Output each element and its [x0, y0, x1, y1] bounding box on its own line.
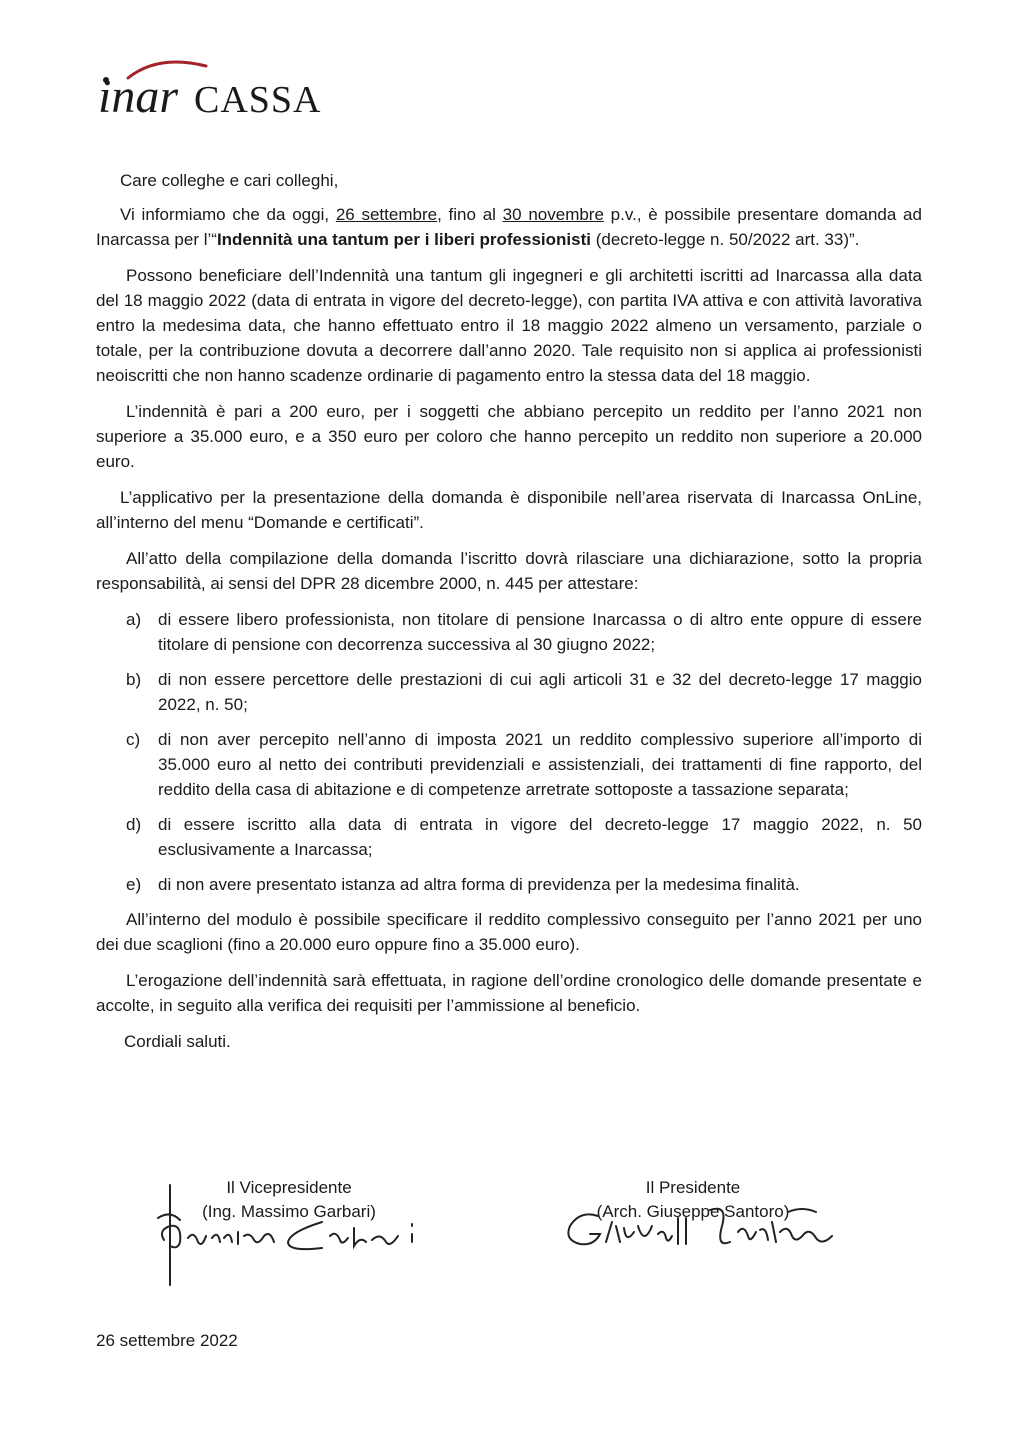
list-marker: a) [126, 610, 142, 629]
list-item [96, 727, 922, 802]
list-item [96, 872, 922, 897]
svg-text:inar: inar [98, 70, 179, 120]
vicepresident-name: (Ing. Massimo Garbari) [202, 1202, 376, 1221]
letter-body [96, 168, 922, 1054]
list-marker: e) [126, 875, 142, 894]
closing: Cordiali saluti. [124, 1032, 231, 1051]
svg-text:CASSA: CASSA [194, 79, 322, 120]
greeting: Care colleghe e cari colleghi, [120, 171, 339, 190]
list-marker: b) [126, 670, 142, 689]
start-date: 26 settembre [335, 205, 438, 224]
intro-text-3: p.v., è possibile presentare domanda ad Inarcassa per l’“ [96, 205, 922, 249]
benefit-title: Indennità una tantum per i liberi professionisti [216, 230, 591, 249]
eligibility-paragraph: Possono beneficiare dell’Indennità una tantum gli ingegneri e gli architetti iscritti ad Inarcassa alla data del 18 maggio 2022 (data di entrata in vigore del decreto-legge), con partita IVA attiva e con attività lavorativa entro la medesima data, che hanno effettuato entro il 18 maggio 2022 almeno un versamento, parziale o totale, per la contribuzione dovuta a decorrere dall’anno 2020. Tale requisito non si applica ai professionisti neoiscritti che non hanno scadenze ordinarie di pagamento entro la stessa data del 18 maggio. [96, 266, 922, 385]
letter-date: 26 settembre 2022 [96, 1331, 238, 1350]
intro-text-4: (decreto-legge n. 50/2022 art. 33)”. [590, 230, 860, 249]
intro-text-1: Vi informiamo che da oggi, [120, 205, 336, 224]
list-text: di essere iscritto alla data di entrata in vigore del decreto-legge 17 maggio 2022, n. 50 esclusivamente a Inarcassa; [158, 815, 922, 859]
list-item [96, 812, 922, 862]
application-paragraph: L’applicativo per la presentazione della domanda è disponibile nell’area riservata di Inarcassa OnLine, all’interno del menu “Domande e certificati”. [96, 488, 922, 532]
inarcassa-logo [98, 56, 338, 120]
intro-text-2: , fino al [437, 205, 503, 224]
list-text: di non aver percepito nell’anno di imposta 2021 un reddito complessivo superiore all’importo di 35.000 euro al netto dei contributi previdenziali e assistenziali, dei trattamenti di fine rapporto, del reddito della casa di abitazione e di competenze arretrate sottoposte a tassazione separata; [158, 730, 922, 799]
president-role: Il Presidente [645, 1178, 741, 1197]
list-item [96, 607, 922, 657]
vicepresident-block [176, 1176, 402, 1224]
list-text: di essere libero professionista, non titolare di pensione Inarcassa o di altro ente oppure di essere titolare di pensione con decorrenza successiva al 30 giugno 2022; [158, 610, 922, 654]
list-text: di non avere presentato istanza ad altra forma di previdenza per la medesima finalità. [158, 875, 800, 894]
end-date: 30 novembre [502, 205, 604, 224]
disbursement-paragraph: L’erogazione dell’indennità sarà effettuata, in ragione dell’ordine cronologico delle domande presentate e accolte, in seguito alla verifica dei requisiti per l’ammissione al beneficio. [96, 971, 922, 1015]
list-text: di non essere percettore delle prestazioni di cui agli articoli 31 e 32 del decreto-legge 17 maggio 2022, n. 50; [158, 670, 922, 714]
president-name: (Arch. Giuseppe Santoro) [596, 1202, 790, 1221]
amount-paragraph: L’indennità è pari a 200 euro, per i soggetti che abbiano percepito un reddito per l’anno 2021 non superiore a 35.000 euro, e a 350 euro per coloro che hanno percepito un reddito non superiore a 20.000 euro. [96, 402, 922, 471]
intro-paragraph [96, 202, 922, 252]
income-paragraph: All’interno del modulo è possibile specificare il reddito complessivo conseguito per l’anno 2021 per uno dei due scaglioni (fino a 20.000 euro oppure fino a 35.000 euro). [96, 910, 922, 954]
list-marker: c) [126, 730, 141, 749]
requirements-list [96, 607, 922, 897]
president-block [580, 1176, 806, 1224]
list-item [96, 667, 922, 717]
declaration-paragraph: All’atto della compilazione della domanda l’iscritto dovrà rilasciare una dichiarazione, sotto la propria responsabilità, ai sensi del DPR 28 dicembre 2000, n. 445 per attestare: [96, 549, 922, 593]
list-marker: d) [126, 815, 142, 834]
vicepresident-role: Il Vicepresidente [226, 1178, 352, 1197]
